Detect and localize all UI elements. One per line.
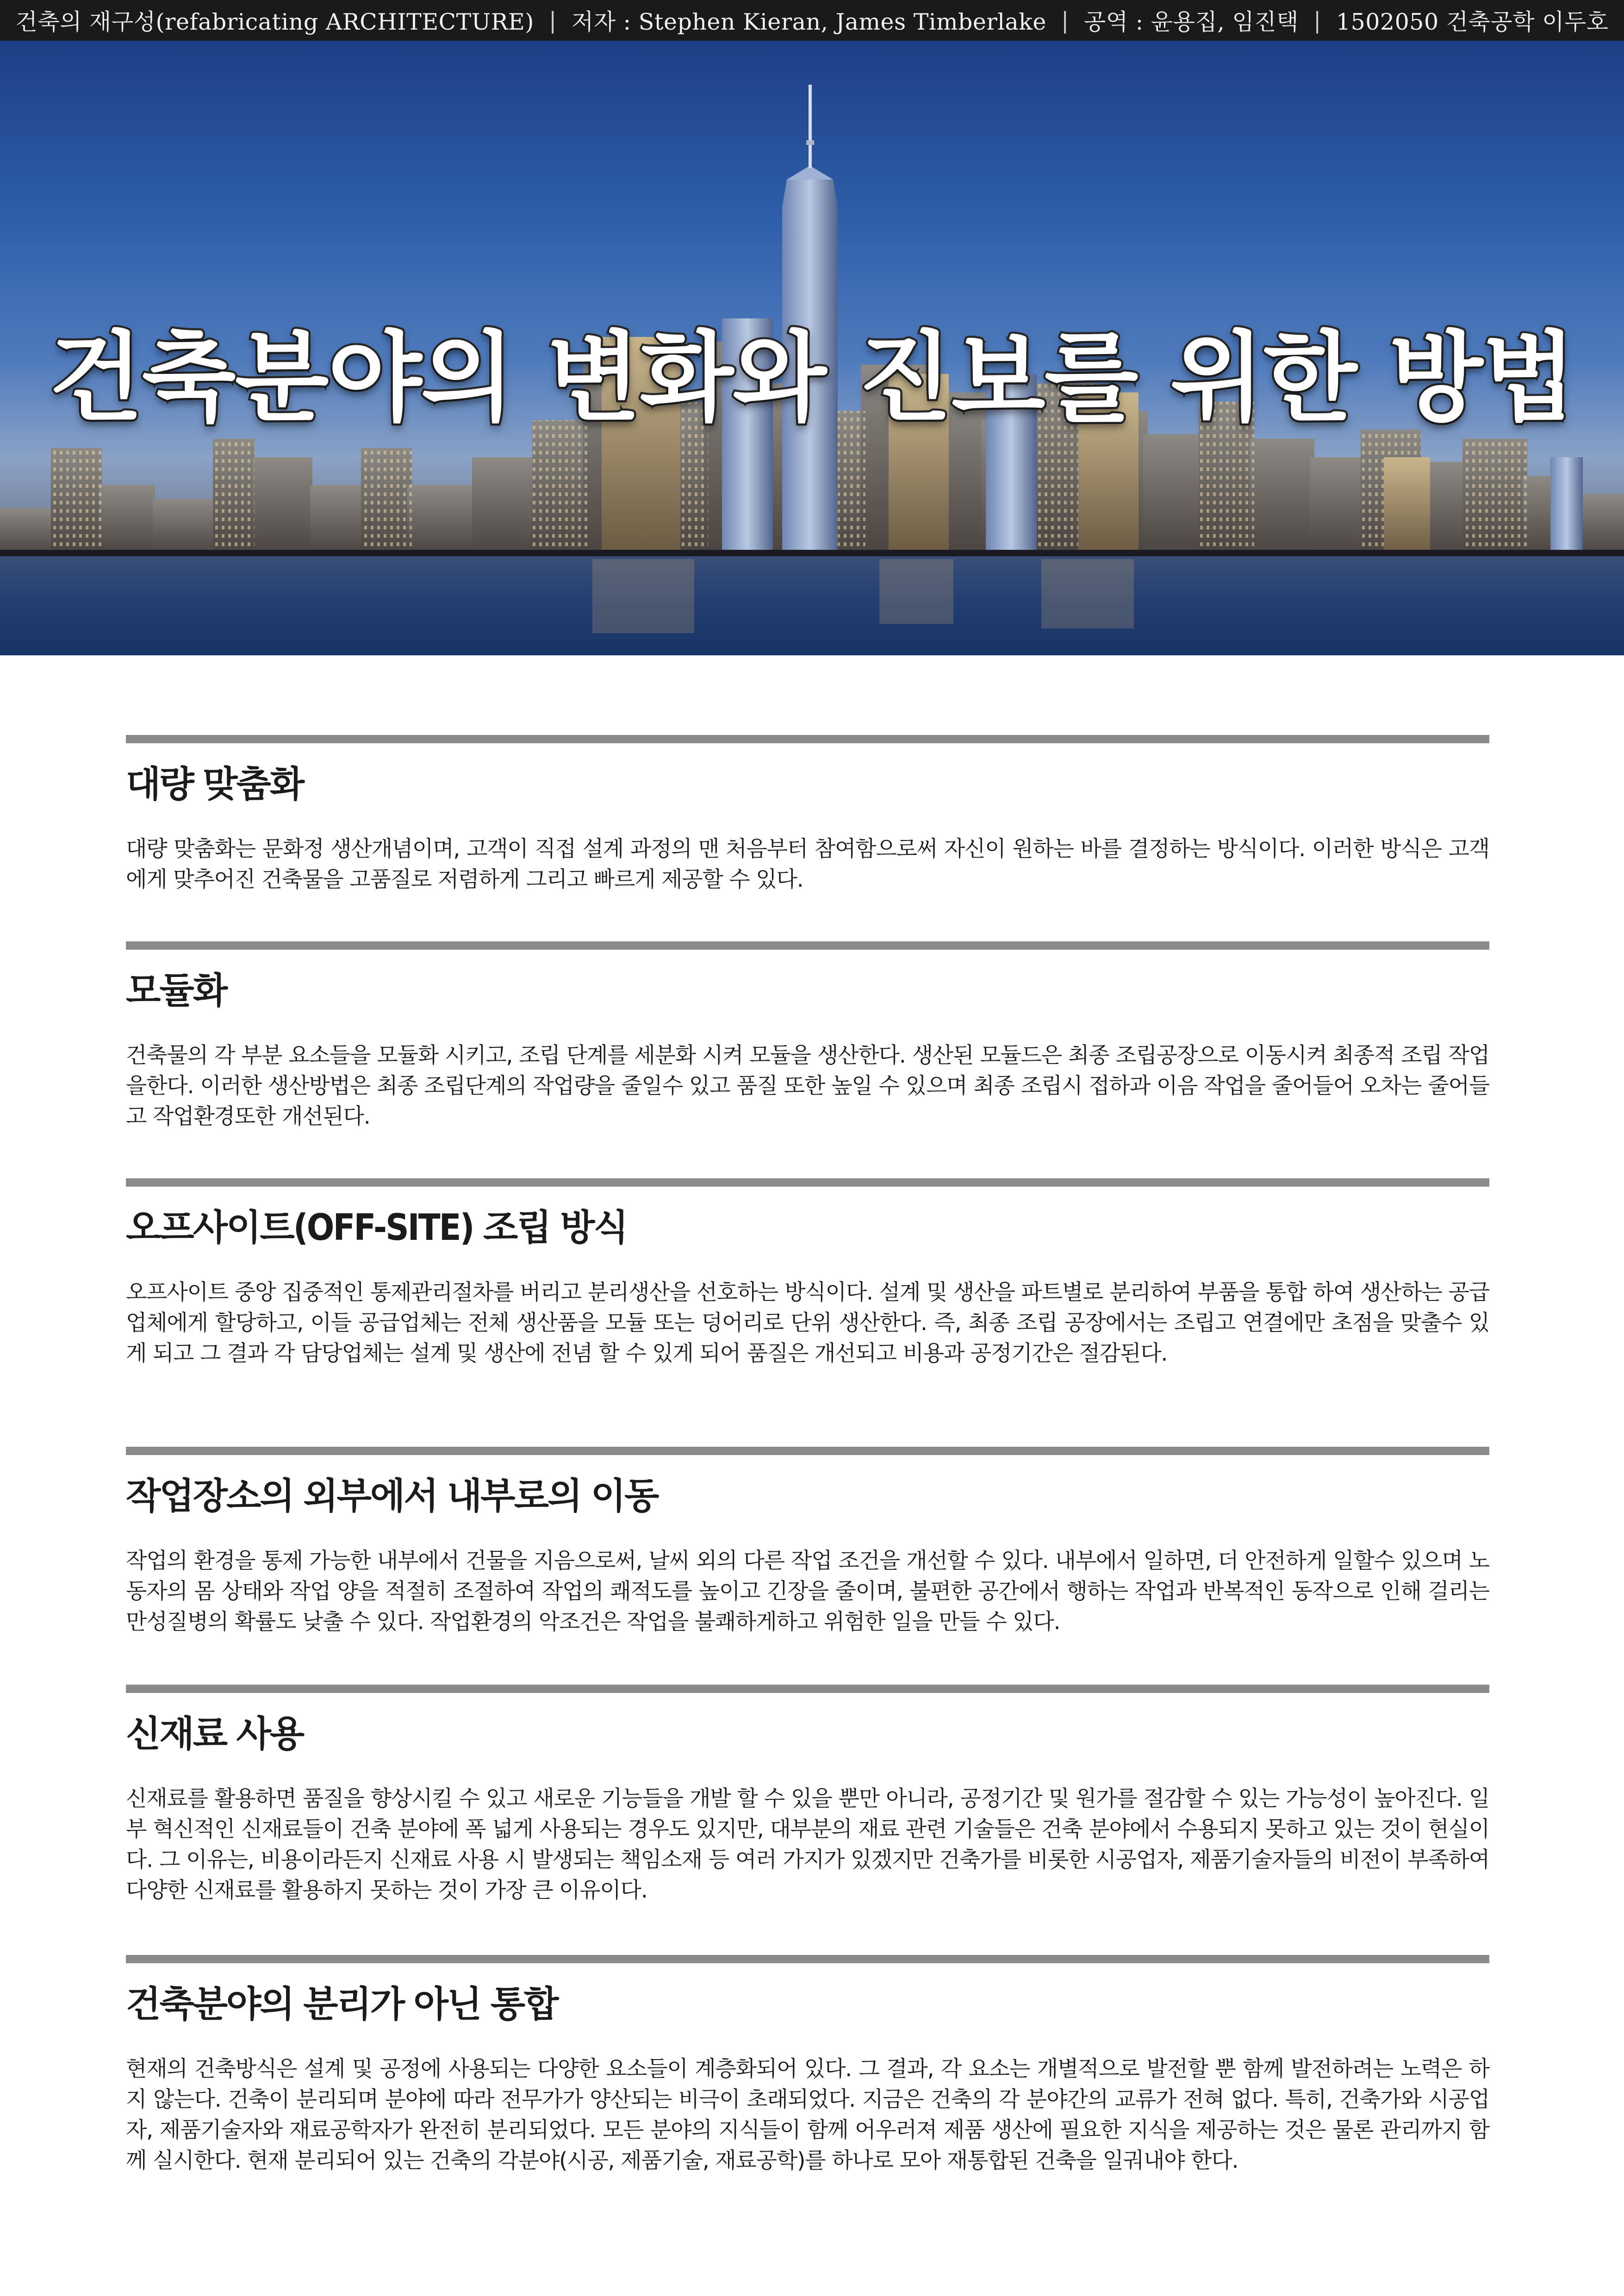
section-title: 모듈화 (126, 970, 227, 1012)
section-body: 오프사이트 중앙 집중적인 통제관리절차를 버리고 분리생산을 선호하는 방식이다. 설계 및 생산을 파트별로 분리하여 부품을 통합 하여 생산하는 공급업체에게 할당하고, 이들 공급업체는 전체 생산품을 모듈 또는 덩어리로 단위 생산한다. 즉, 최종 조립 공장에서는 조립고 연결에만 초점을 맞출수 있게 되고 그 결과 각 담당업체는 설계 및 생산에 전념 할 수 있게 되어 품질은 개선되고 비용과 공정기간은 절감된다. (126, 1280, 1489, 1366)
section-divider (126, 941, 1489, 950)
section-divider (126, 1447, 1489, 1455)
section-title: 작업장소의 외부에서 내부로의 이동 (126, 1475, 658, 1517)
section-integration (126, 1955, 1489, 2176)
section-work-location (126, 1447, 1489, 1637)
section-mass-customization (126, 735, 1489, 895)
section-divider (126, 1178, 1489, 1187)
book-title: 건축의 재구성(refabricating ARCHITECTURE) (15, 9, 534, 35)
section-body: 신재료를 활용하면 품질을 향상시킬 수 있고 새로운 기능들을 개발 할 수 있을 뿐만 아니라, 공정기간 및 원가를 절감할 수 있는 가능성이 높아진다. 일부 혁신적인 신재료들이 건축 분야에 폭 넓게 사용되는 경우도 있지만, 대부분의 재료 관련 기술들은 건축 분야에서 수용되지 못하고 있는 것이 현실이다. 그 이유는, 비용이라든지 신재료 사용 시 발생되는 책임소재 등 여러 가지가 있겠지만 건축가를 비롯한 시공업자, 제품기술자들의 비전이 부족하여 다양한 신재료를 활용하지 못하는 것이 가장 큰 이유이다. (126, 1786, 1489, 1903)
translators: 공역 : 윤용집, 임진택 (1083, 9, 1299, 35)
section-title: 신재료 사용 (126, 1713, 304, 1755)
section-title: 오프사이트(OFF-SITE) 조립 방식 (126, 1207, 627, 1249)
student-info: 1502050 건축공학 이두호 (1336, 9, 1609, 35)
section-divider (126, 1685, 1489, 1693)
hero-banner (0, 41, 1624, 655)
separator: | (1061, 7, 1069, 34)
section-divider (126, 1955, 1489, 1963)
section-new-materials (126, 1685, 1489, 1906)
section-title: 대량 맞춤화 (126, 764, 304, 805)
section-body: 대량 맞춤화는 문화정 생산개념이며, 고객이 직접 설계 과정의 맨 처음부터 참여함으로써 자신이 원하는 바를 결정하는 방식이다. 이러한 방식은 고객에게 맞추어진 건축물을 고품질로 저렴하게 그리고 빠르게 제공할 수 있다. (126, 836, 1489, 892)
section-body: 현재의 건축방식은 설계 및 공정에 사용되는 다양한 요소들이 계층화되어 있다. 그 결과, 각 요소는 개별적으로 발전할 뿐 함께 발전하려는 노력은 하지 않는다. 건축이 분리되며 분야에 따라 전무가가 양산되는 비극이 초래되었다. 지금은 건축의 각 분야간의 교류가 전혀 없다. 특히, 건축가와 시공업자, 제품기술자와 재료공학자가 완전히 분리되었다. 모든 분야의 지식들이 함께 어우러져 제품 생산에 필요한 지식을 제공하는 것은 물론 관리까지 함께 실시한다. 현재 분리되어 있는 건축의 각분야(시공, 제품기술, 재료공학)를 하나로 모아 재통합된 건축을 일궈내야 한다. (126, 2056, 1489, 2173)
section-title: 건축분야의 분리가 아닌 통합 (126, 1984, 558, 2025)
header-bar (0, 0, 1624, 41)
section-modularization (126, 941, 1489, 1132)
section-divider (126, 735, 1489, 743)
separator: | (548, 7, 557, 34)
hero-title: 건축분야의 변화와 진보를 위한 방법 (49, 321, 1575, 435)
section-body: 작업의 환경을 통제 가능한 내부에서 건물을 지음으로써, 날씨 외의 다른 작업 조건을 개선할 수 있다. 내부에서 일하면, 더 안전하게 일할수 있으며 노동자의 몸 상태와 작업 양을 적절히 조절하여 작업의 쾌적도를 높이고 긴장을 줄이며, 불편한 공간에서 행하는 작업과 반복적인 동작으로 인해 걸리는 만성질병의 확률도 낮출 수 있다. 작업환경의 악조건은 작업을 불쾌하게하고 위험한 일을 만들 수 있다. (126, 1548, 1489, 1635)
separator: | (1313, 7, 1321, 34)
section-body: 건축물의 각 부분 요소들을 모듈화 시키고, 조립 단계를 세분화 시켜 모듈을 생산한다. 생산된 모듈드은 최종 조립공장으로 이동시켜 최종적 조립 작업을한다. 이러한 생산방법은 최종 조립단계의 작업량을 줄일수 있고 품질 또한 높일 수 있으며 최종 조립시 접하과 이음 작업을 줄어들어 오차는 줄어들고 작업환경또한 개선된다. (126, 1043, 1489, 1129)
section-off-site (126, 1178, 1489, 1369)
authors: 저자 : Stephen Kieran, James Timberlake (571, 9, 1046, 35)
